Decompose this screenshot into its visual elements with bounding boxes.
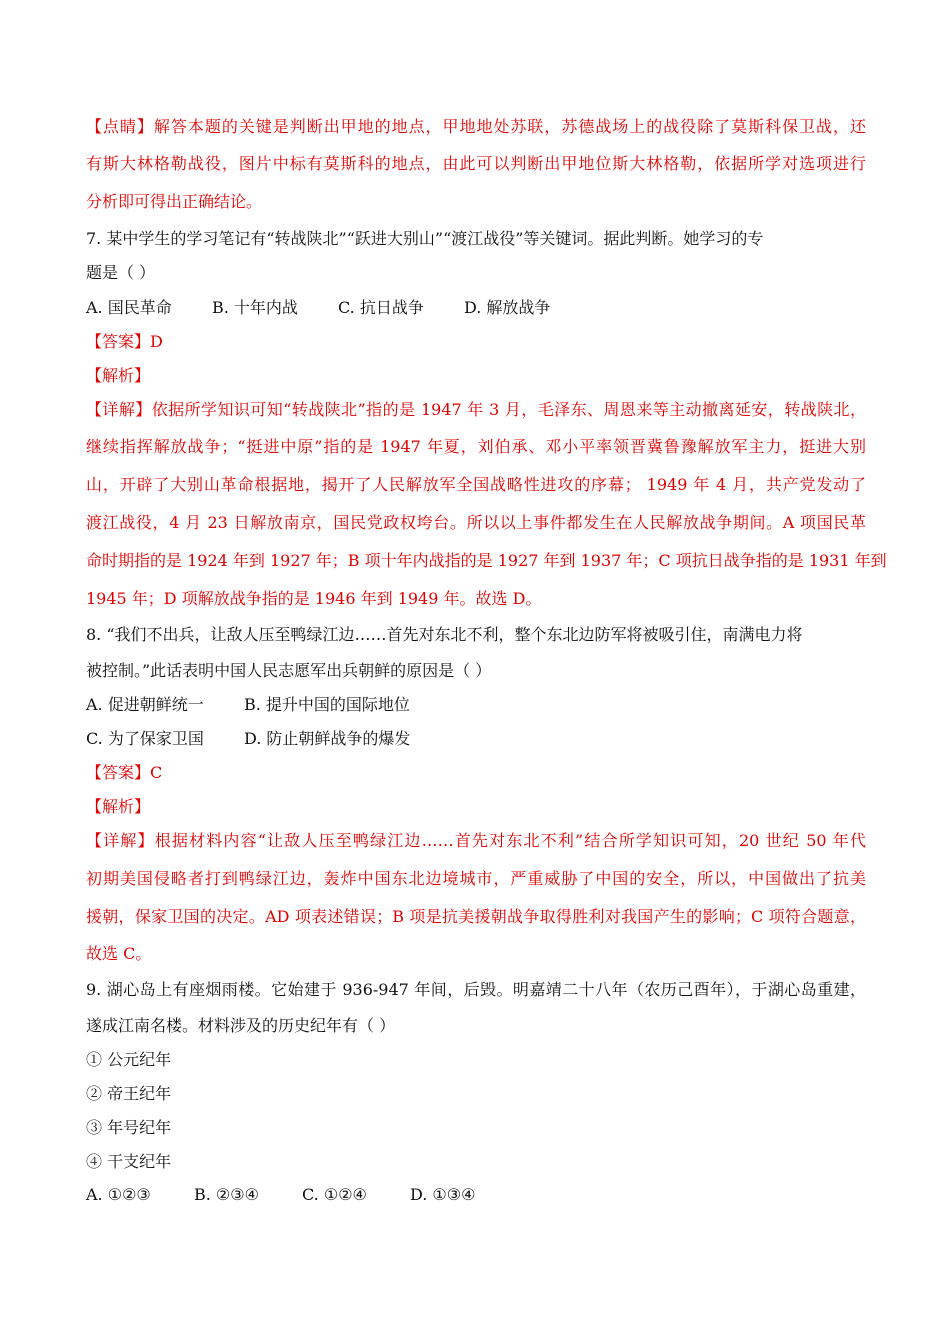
q9-option-c: C. ①②④ (302, 1185, 367, 1204)
q7-detail-line-2: 继续指挥解放战争；“挺进中原”指的是 1947 年夏，刘伯承、邓小平率领晋冀鲁豫解放军主力，挺进大别 (86, 437, 866, 456)
dianjing-tag: 【点睛】 (86, 117, 154, 136)
q7-option-a: A. 国民革命 (86, 298, 172, 317)
q8-options-row-2 (86, 728, 866, 750)
q8-options-row-1 (86, 694, 866, 716)
q9-item-2: ② 帝王纪年 (86, 1084, 172, 1103)
q7-option-b: B. 十年内战 (212, 298, 298, 317)
q8-option-c: C. 为了保家卫国 (86, 729, 204, 748)
q8-option-a: A. 促进朝鲜统一 (86, 695, 204, 714)
q9-option-b: B. ②③④ (194, 1185, 259, 1204)
q7-detail-tag: 【详解】 (86, 400, 152, 419)
q8-stem-line-2: 被控制。”此话表明中国人民志愿军出兵朝鲜的原因是（ ） (86, 661, 492, 680)
q7-options (86, 297, 866, 319)
q7-answer (86, 331, 866, 353)
dianjing-line-3: 分析即可得出正确结论。 (86, 192, 263, 211)
q7-option-c: C. 抗日战争 (338, 298, 424, 317)
q7-detail-line-4: 渡江战役，4 月 23 日解放南京，国民党政权垮台。所以以上事件都发生在人民解放战争期间。A 项国民革 (86, 513, 866, 532)
q8-detail-line-3: 援朝，保家卫国的决定。AD 项表述错误；B 项是抗美援朝战争取得胜利对我国产生的影响；C 项符合题意， (86, 907, 866, 926)
q8-detail-line-2: 初期美国侵略者打到鸭绿江边，轰炸中国东北边境城市，严重威胁了中国的安全，所以，中国做出了抗美 (86, 869, 866, 888)
q9-option-a: A. ①②③ (86, 1185, 151, 1204)
q8-detail-line-4: 故选 C。 (86, 944, 152, 963)
q7-option-d: D. 解放战争 (464, 298, 551, 317)
q9-stem-line-2: 遂成江南名楼。材料涉及的历史纪年有（ ） (86, 1016, 396, 1035)
q9-options (86, 1184, 866, 1206)
q8-option-b: B. 提升中国的国际地位 (244, 695, 410, 714)
q8-answer-value: C (150, 763, 163, 782)
q8-detail-tag: 【详解】 (86, 831, 155, 850)
dianjing-text: 解答本题的关键是判断出甲地的地点，甲地地处苏联，苏德战场上的战役除了莫斯科保卫战，还 (153, 117, 866, 136)
q7-detail-line-3: 山，开辟了大别山革命根据地，揭开了人民解放军全国战略性进攻的序幕； 1949 年 4 月，共产党发动了 (86, 475, 866, 494)
q8-detail-text: 根据材料内容“让敌人压至鸭绿江边……首先对东北不利”结合所学知识可知，20 世纪 50 年代 (154, 831, 866, 850)
q8-detail-line-1 (86, 830, 866, 852)
q7-detail-line-6: 1945 年；D 项解放战争指的是 1946 年到 1949 年。故选 D。 (86, 589, 542, 608)
q7-stem-line-2: 题是（ ） (86, 263, 156, 282)
q8-option-d: D. 防止朝鲜战争的爆发 (244, 729, 411, 748)
q7-stem-line-1: 7. 某中学生的学习笔记有“转战陕北”“跃进大别山”“渡江战役”等关键词。据此判断。她学习的专 (86, 229, 764, 248)
q8-answer-tag: 【答案】 (86, 763, 151, 782)
q9-stem-line-1: 9. 湖心岛上有座烟雨楼。它始建于 936-947 年间，后毁。明嘉靖二十八年（农历己酉年），于湖心岛重建， (86, 980, 866, 999)
q7-jiexi-tag: 【解析】 (86, 366, 151, 385)
q9-item-3: ③ 年号纪年 (86, 1118, 172, 1137)
q8-answer (86, 762, 866, 784)
dianjing-line-2: 有斯大林格勒战役，图片中标有莫斯科的地点，由此可以判断出甲地位斯大林格勒，依据所学对选项进行 (86, 154, 866, 173)
q7-answer-value: D (150, 332, 163, 351)
q7-answer-tag: 【答案】 (86, 332, 151, 351)
q9-option-d: D. ①③④ (410, 1185, 476, 1204)
q8-jiexi-tag: 【解析】 (86, 797, 151, 816)
q7-detail-line-5: 命时期指的是 1924 年到 1927 年；B 项十年内战指的是 1927 年到 1937 年；C 项抗日战争指的是 1931 年到 (86, 551, 887, 570)
q7-detail-line-1 (86, 399, 866, 421)
q8-stem-line-1: 8. “我们不出兵，让敌人压至鸭绿江边……首先对东北不利，整个东北边防军将被吸引住，南满电力将 (86, 625, 803, 644)
q9-item-1: ① 公元纪年 (86, 1050, 172, 1069)
q7-detail-text: 依据所学知识可知“转战陕北”指的是 1947 年 3 月，毛泽东、周恩来等主动撤离延安，转战陕北， (151, 400, 866, 419)
q9-item-4: ④ 干支纪年 (86, 1152, 172, 1171)
dianjing-line-1 (86, 116, 866, 138)
